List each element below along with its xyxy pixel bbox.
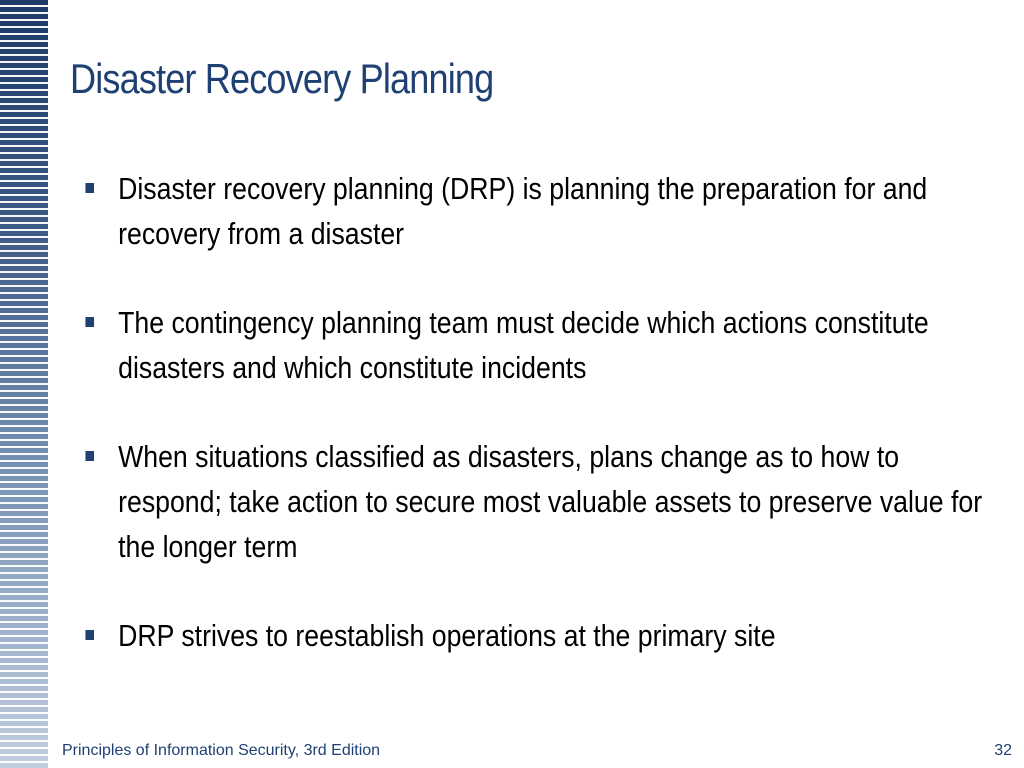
- square-bullet-icon: [85, 451, 94, 461]
- decorative-sidebar: [0, 0, 48, 768]
- square-bullet-icon: [85, 630, 94, 640]
- bullet-text: The contingency planning team must decide which actions constitute disasters and which constitute incidents: [118, 305, 929, 385]
- bullet-item: [82, 300, 985, 390]
- square-bullet-icon: [85, 317, 94, 327]
- page-number: 32: [994, 742, 1012, 759]
- bullet-list: [82, 166, 985, 702]
- slide-title: Disaster Recovery Planning: [70, 55, 494, 102]
- bullet-text: When situations classified as disasters, plans change as to how to respond; take action to secure most valuable assets to preserve value for the longer term: [118, 439, 983, 564]
- footer-book-title: Principles of Information Security, 3rd Edition: [62, 742, 381, 759]
- bullet-text: DRP strives to reestablish operations at the primary site: [118, 618, 776, 653]
- bullet-item: [82, 434, 985, 569]
- bullet-item: [82, 166, 985, 256]
- bullet-text: Disaster recovery planning (DRP) is planning the preparation for and recovery from a disaster: [118, 171, 928, 251]
- square-bullet-icon: [85, 183, 94, 193]
- bullet-item: [82, 613, 985, 658]
- sidebar-stripes: [0, 0, 48, 768]
